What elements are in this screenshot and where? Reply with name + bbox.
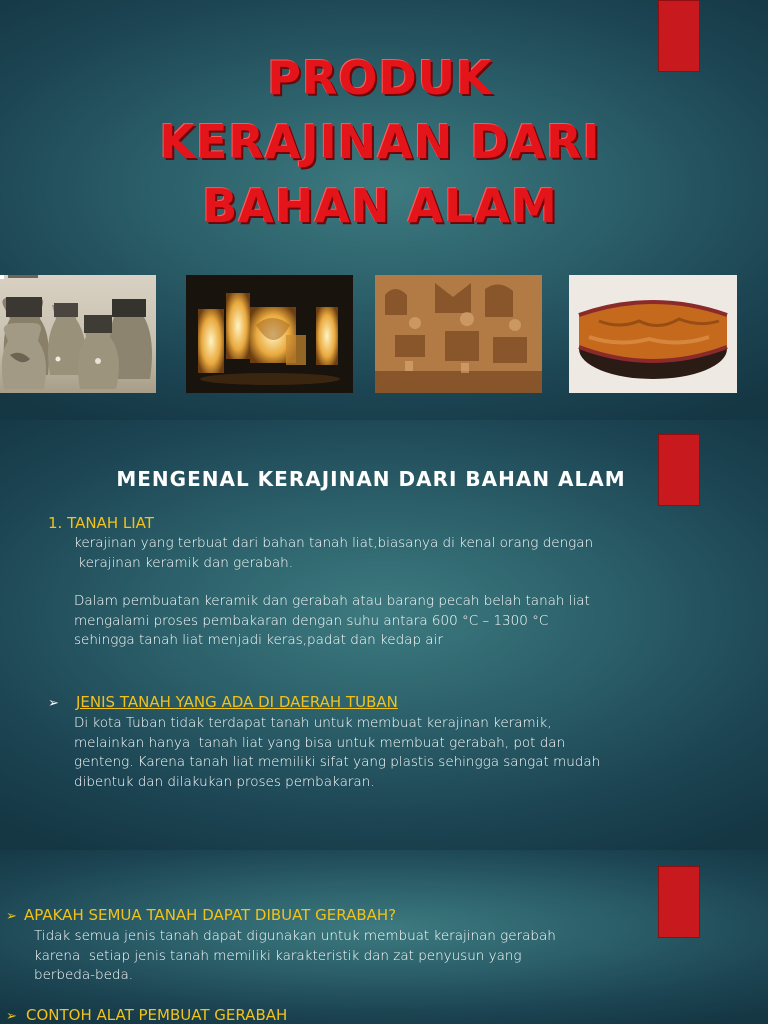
fabric-ring-image: [569, 275, 737, 393]
wood-carving-image: [375, 275, 542, 393]
paragraph-answer: [34, 927, 556, 986]
text-line: kerajinan yang terbuat dari bahan tanah liat,biasanya di kenal orang dengan: [74, 535, 594, 551]
bullet-arrow-icon: ➢: [6, 908, 17, 923]
slide-title: [0, 0, 768, 420]
slide-questions: [0, 850, 768, 1024]
paragraph-process: [74, 592, 590, 651]
text-line: Dalam pembuatan keramik dan gerabah atau barang pecah belah tanah liat: [74, 593, 590, 609]
text-line: Tidak semua jenis tanah dapat digunakan untuk membuat kerajinan gerabah: [34, 928, 556, 944]
question-title-gerabah: APAKAH SEMUA TANAH DAPAT DIBUAT GERABAH?: [24, 906, 397, 924]
text-line: sehingga tanah liat menjadi keras,padat dan kedap air: [74, 632, 443, 648]
title-line: BAHAN ALAM: [202, 179, 558, 233]
pottery-vases-image: [0, 275, 156, 393]
section-title-jenis-tanah: JENIS TANAH YANG ADA DI DAERAH TUBAN: [76, 693, 398, 711]
text-line: kerajinan keramik dan gerabah.: [74, 554, 294, 571]
section-title-tanah-liat: 1. TANAH LIAT: [48, 514, 154, 532]
paragraph-definition: [74, 534, 593, 573]
title-line: PRODUK: [267, 51, 493, 105]
text-line: genteng. Karena tanah liat memiliki sifat yang plastis sehingga sangat mudah: [74, 754, 601, 770]
slide-title-heading: [40, 46, 720, 238]
paper-lamps-image: [186, 275, 353, 393]
red-tab-decoration: [658, 866, 700, 938]
text-line: berbeda-beda.: [34, 967, 134, 983]
section-heading: MENGENAL KERAJINAN DARI BAHAN ALAM: [116, 467, 626, 491]
text-line: Di kota Tuban tidak terdapat tanah untuk membuat kerajinan keramik,: [74, 715, 552, 731]
paragraph-tuban: [74, 714, 600, 792]
text-line: mengalami proses pembakaran dengan suhu antara 600 °C – 1300 °C: [74, 612, 549, 629]
bullet-arrow-icon: ➢: [6, 1008, 17, 1023]
question-title-alat: CONTOH ALAT PEMBUAT GERABAH: [26, 1006, 288, 1024]
text-line: dibentuk dan dilakukan proses pembakaran.: [74, 773, 375, 790]
title-line: KERAJINAN DARI: [159, 115, 601, 169]
bullet-arrow-icon: ➢: [48, 695, 59, 710]
slide-introduction: [0, 420, 768, 850]
text-line: melainkan hanya tanah liat yang bisa untuk membuat gerabah, pot dan: [74, 734, 566, 751]
text-line: karena setiap jenis tanah memiliki karakteristik dan zat penyusun yang: [34, 947, 522, 964]
